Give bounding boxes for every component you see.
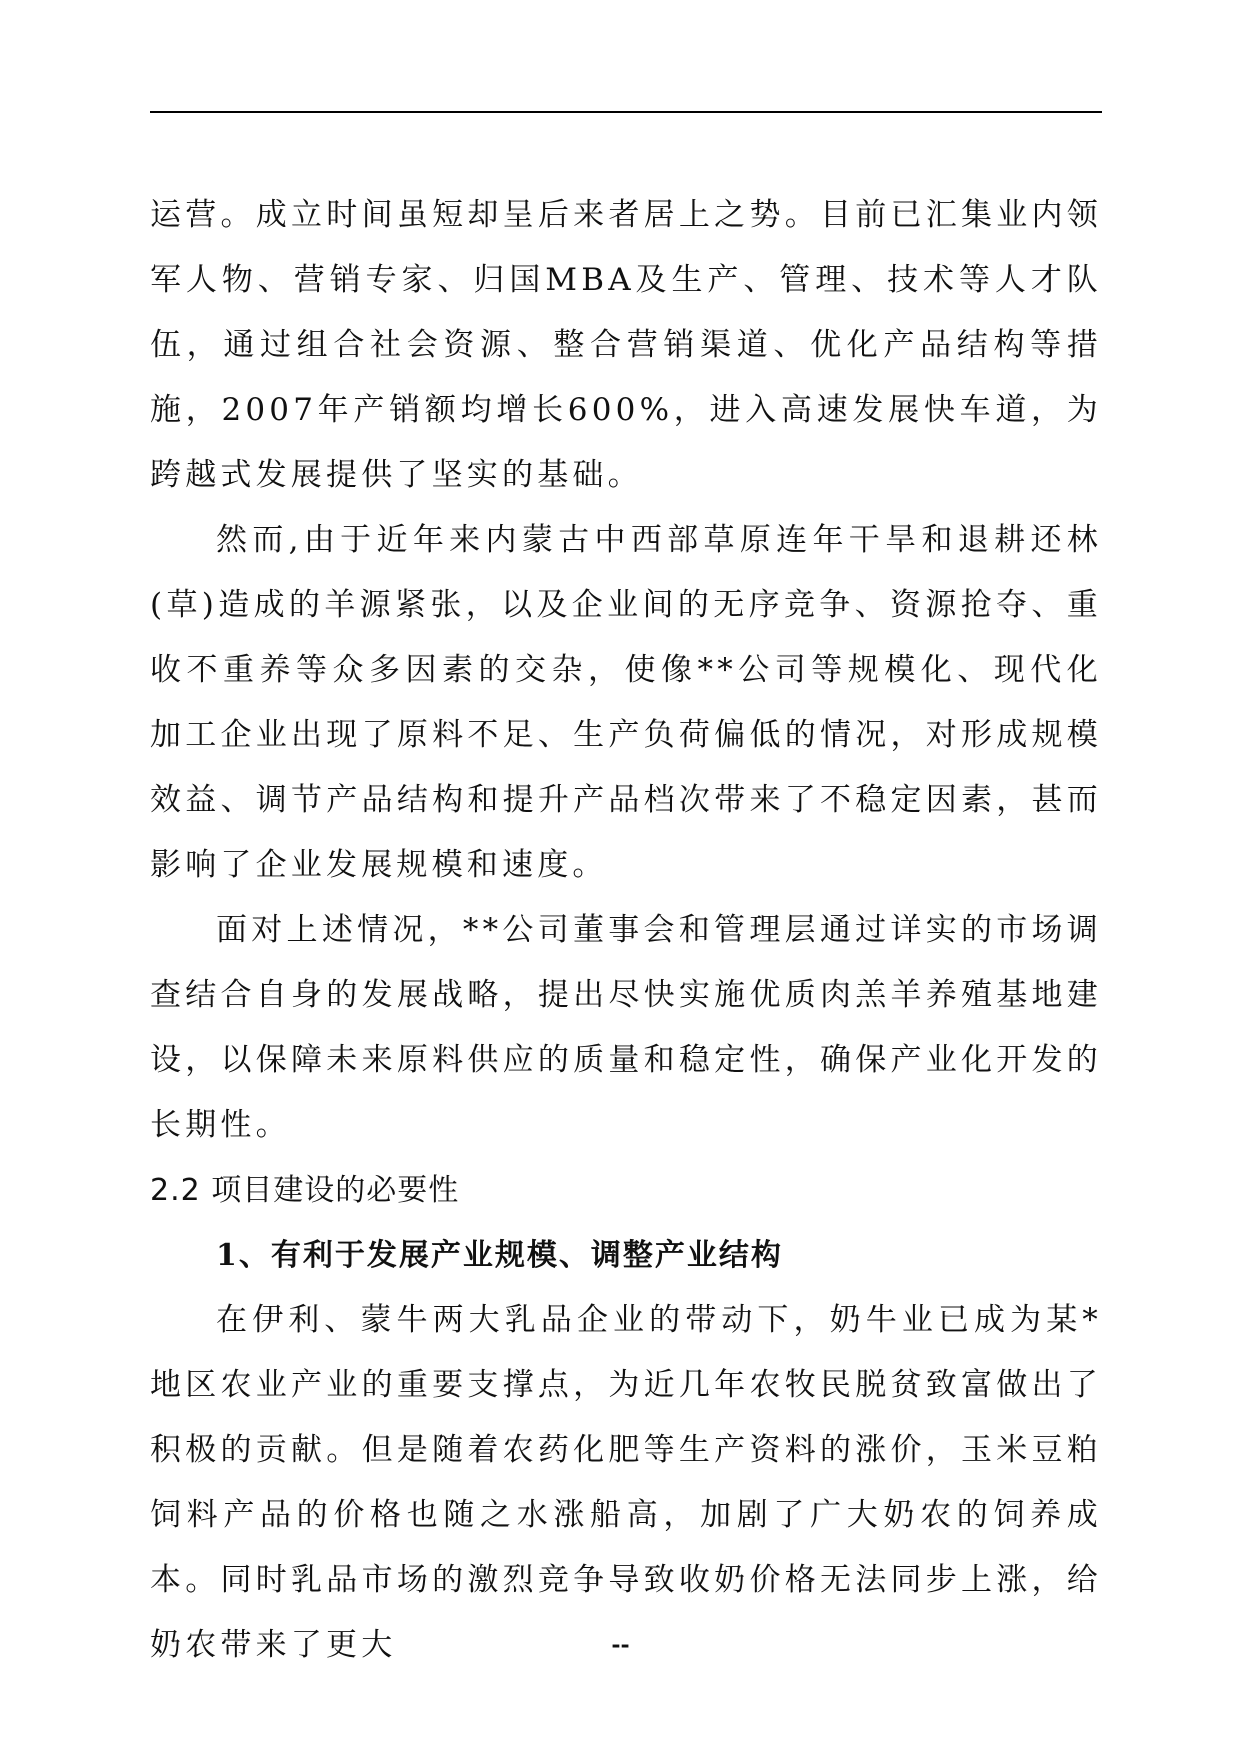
page-number: -- [611, 1632, 630, 1658]
document-body [150, 183, 1102, 1678]
section-heading: 2.2 项目建设的必要性 [150, 1173, 460, 1208]
sub-heading: 1、有利于发展产业规模、调整产业结构 [216, 1238, 783, 1273]
paragraph-raw-material-problems: 然而,由于近年来内蒙古中西部草原连年干旱和退耕还林(草)造成的羊源紧张，以及企业间的无序竞争、资源抢夺、重收不重养等众多因素的交杂，使像**公司等规模化、现代化加工企业出现了原料不足、生产负荷偏低的情况，对形成规模效益、调节产品结构和提升产品档次带来了不稳定因素，甚而影响了企业发展规模和速度。 [150, 522, 1102, 883]
paragraph-dairy-industry: 在伊利、蒙牛两大乳品企业的带动下，奶牛业已成为某*地区农业产业的重要支撑点，为近几年农牧民脱贫致富做出了积极的贡献。但是随着农药化肥等生产资料的涨价，玉米豆粕饲料产品的价格也随之水涨船高，加剧了广大奶农的饲养成本。同时乳品市场的激烈竞争导致收奶价格无法同步上涨，给奶农带来了更大 [150, 1302, 1102, 1663]
paragraph-company-growth: 运营。成立时间虽短却呈后来者居上之势。目前已汇集业内领军人物、营销专家、归国MBA及生产、管理、技术等人才队伍，通过组合社会资源、整合营销渠道、优化产品结构等措施，2007年产销额均增长600%，进入高速发展快车道，为跨越式发展提供了坚实的基础。 [150, 197, 1102, 493]
header-rule [150, 111, 1102, 113]
paragraph-company-response: 面对上述情况，**公司董事会和管理层通过详实的市场调查结合自身的发展战略，提出尽快实施优质肉羔羊养殖基地建设，以保障未来原料供应的质量和稳定性，确保产业化开发的长期性。 [150, 912, 1102, 1143]
